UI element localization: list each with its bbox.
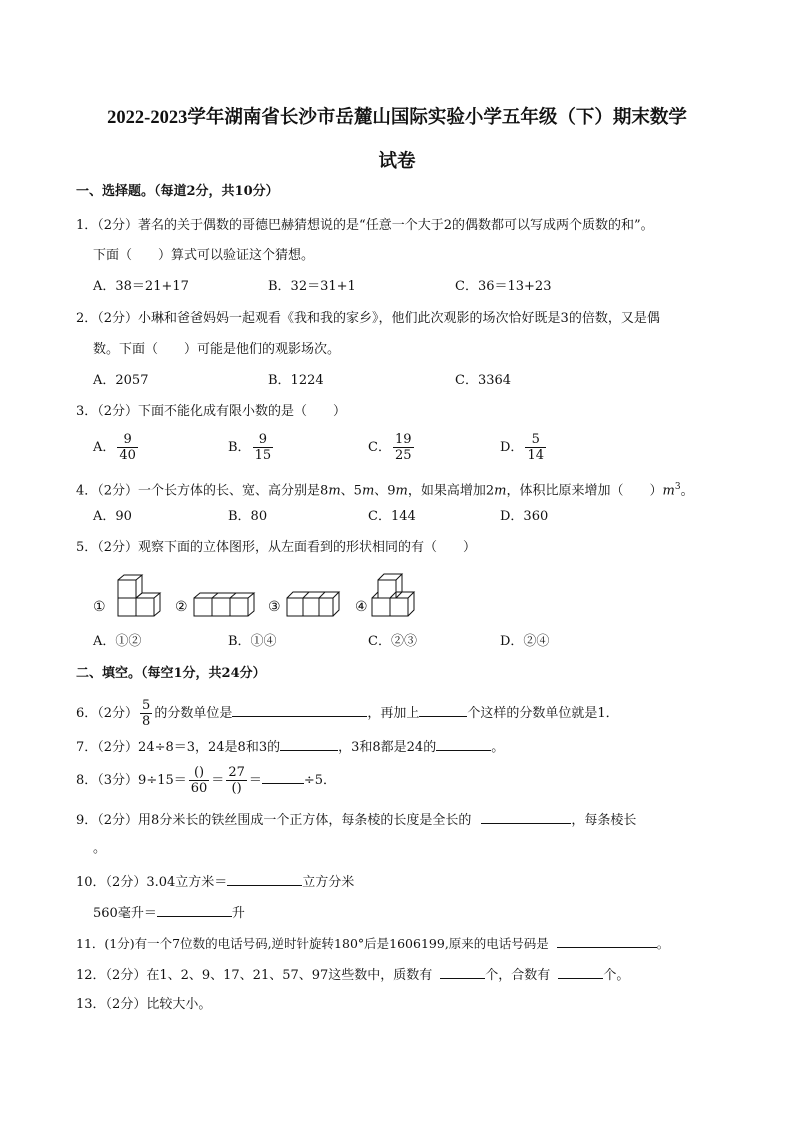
question-11-text	[76, 933, 669, 953]
question-2-text: 2．（2分）小琳和爸爸妈妈一起观看《我和我的家乡》，他们此次观影的场次恰好既是3的倍数，又是偶	[76, 311, 660, 326]
question-5-option-c[interactable]: C．②③	[368, 634, 417, 649]
answer-blank[interactable]	[280, 736, 338, 751]
page-title: 2022-2023学年湖南省长沙市岳麓山国际实验小学五年级（下）期末数学	[107, 108, 687, 128]
question-7-text	[76, 736, 504, 757]
answer-blank[interactable]	[481, 809, 571, 824]
answer-blank[interactable]	[232, 702, 367, 717]
question-2-option-a[interactable]: A．2057	[93, 373, 149, 388]
fraction-denominator: 60	[190, 781, 208, 796]
question-3-option-b[interactable]	[228, 432, 275, 463]
fraction-numerator: 9	[253, 432, 274, 448]
option-label: B．	[228, 440, 251, 455]
question-6-text	[76, 698, 619, 729]
question-13-text: 13．（2分）比较大小。	[76, 997, 212, 1012]
q9-prefix: 9．（2分）用8分米长的铁丝围成一个正方体，每条棱的长度是全长的	[76, 813, 472, 828]
question-4-option-b[interactable]: B．80	[228, 509, 268, 524]
question-9-text	[76, 809, 636, 830]
answer-blank[interactable]	[436, 736, 491, 751]
fraction	[393, 432, 414, 463]
answer-blank[interactable]	[440, 964, 485, 979]
question-4-option-a[interactable]: A．90	[93, 509, 132, 524]
fraction-denominator: 15	[254, 448, 272, 463]
question-3-option-a[interactable]	[93, 432, 140, 463]
fraction-numerator: 27	[228, 765, 245, 780]
answer-blank[interactable]	[557, 933, 657, 948]
q11-prefix: 11．(1分)有一个7位数的电话号码,逆时针旋转180°后是1606199,原来的电话号码是	[76, 936, 549, 951]
question-3-text: 3．（2分）下面不能化成有限小数的是（ ）	[76, 404, 347, 419]
question-10-text-line2	[93, 902, 245, 923]
section-heading-fill: 二、填空。（每空1分，共24分）	[76, 666, 266, 681]
page-title-line2: 试卷	[378, 152, 416, 172]
q8-prefix: 8．（3分）9÷15＝	[76, 773, 187, 788]
question-2-option-c[interactable]: C．3364	[455, 373, 512, 388]
question-3-option-d[interactable]	[500, 432, 548, 463]
fraction-denominator: 14	[527, 448, 544, 463]
question-10-text	[76, 871, 354, 892]
fraction	[525, 432, 546, 463]
question-4-text	[76, 478, 694, 500]
equals-sign: ＝	[211, 773, 225, 788]
fraction-denominator: 25	[394, 448, 412, 463]
fraction-denominator: 40	[119, 448, 136, 463]
cube-figure-2	[192, 586, 264, 618]
q4-end: 。	[680, 483, 694, 499]
q11-end: 。	[656, 936, 670, 951]
answer-blank[interactable]	[419, 702, 467, 717]
figure-3-label: ③	[268, 599, 281, 615]
fraction	[140, 698, 152, 729]
question-12-text	[76, 964, 629, 985]
q6-end: 个这样的分数单位就是1．	[467, 706, 619, 721]
question-5-option-b[interactable]: B．①④	[228, 634, 277, 649]
q7-prefix: 7．（2分）24÷8＝3，24是8和3的	[76, 740, 281, 755]
question-1-text-line2: 下面（ ）算式可以验证这个猜想。	[93, 248, 315, 263]
q10-prefix: 10．（2分）3.04立方米＝	[76, 875, 228, 890]
unit-exponent: 3	[674, 482, 681, 492]
figure-2-label: ②	[175, 599, 188, 615]
option-label: C．	[368, 440, 391, 455]
q12-prefix: 12．（2分）在1、2、9、17、21、57、97这些数中，质数有	[76, 968, 433, 983]
q10-prefix2: 560毫升＝	[93, 906, 157, 921]
answer-blank[interactable]	[227, 871, 302, 886]
figure-1-label: ①	[93, 599, 106, 615]
question-5-option-d[interactable]: D．②④	[500, 634, 550, 649]
unit-m: m	[662, 483, 675, 499]
fraction-numerator: 5	[142, 698, 151, 713]
question-3-option-c[interactable]	[368, 432, 416, 463]
fraction-numerator: 9	[117, 432, 138, 448]
unit-m: m	[361, 483, 375, 499]
q9-mid: ，每条棱长	[571, 813, 637, 828]
answer-blank[interactable]	[262, 769, 304, 784]
q8-end: ÷5．	[303, 773, 337, 788]
q10-unit2: 升	[231, 906, 245, 921]
equals-sign: ＝	[248, 773, 262, 788]
figure-4-label: ④	[355, 599, 368, 615]
q4-sep: 、5	[340, 483, 362, 499]
q12-end: 个。	[603, 968, 630, 983]
answer-blank[interactable]	[558, 964, 603, 979]
unit-m: m	[328, 483, 341, 499]
cube-figure-3	[285, 586, 341, 618]
question-1-text: 1．（2分）著名的关于偶数的哥德巴赫猜想说的是“任意一个大于2的偶数都可以写成两个质数的和”。	[76, 218, 654, 233]
fraction	[117, 432, 138, 463]
question-9-text-line2: 。	[93, 841, 107, 856]
q4-mid: ，如果高增加2	[407, 483, 495, 499]
cube-figure-1	[116, 574, 168, 618]
q10-unit: 立方分米	[302, 875, 355, 890]
question-1-option-b[interactable]: B．32＝31+1	[268, 279, 356, 294]
q6-mid: 的分数单位是	[154, 706, 233, 721]
unit-m: m	[395, 483, 408, 499]
fraction	[189, 765, 210, 796]
q12-mid: 个，合数有	[485, 968, 551, 983]
option-label: A．	[93, 440, 116, 455]
q6-mid2: ，再加上	[367, 706, 420, 721]
unit-m: m	[494, 483, 507, 499]
answer-blank[interactable]	[157, 902, 232, 917]
question-1-option-c[interactable]: C．36＝13+23	[455, 279, 552, 294]
question-1-option-a[interactable]: A．38＝21+17	[93, 279, 189, 294]
q4-sep: 、9	[374, 483, 396, 499]
q6-prefix: 6．（2分）	[76, 706, 139, 721]
fraction-numerator: 19	[394, 432, 412, 447]
fraction-numerator: 5	[525, 432, 546, 448]
q4-suffix: ，体积比原来增加（ ）	[506, 483, 663, 499]
question-8-text	[76, 765, 336, 796]
fraction-denominator: 8	[142, 714, 151, 729]
cube-figure-4	[370, 568, 422, 618]
fraction-numerator: ()	[189, 765, 210, 781]
fraction	[253, 432, 274, 463]
question-4-option-c[interactable]: C．144	[368, 509, 416, 524]
q7-end: 。	[491, 740, 505, 755]
question-5-text: 5．（2分）观察下面的立体图形，从左面看到的形状相同的有（ ）	[76, 540, 477, 555]
fraction	[226, 765, 247, 796]
question-5-option-a[interactable]: A．①②	[93, 634, 142, 649]
q4-prefix: 4．（2分）一个长方体的长、宽、高分别是8	[76, 483, 329, 499]
question-4-option-d[interactable]: D．360	[500, 509, 549, 524]
question-2-option-b[interactable]: B．1224	[268, 373, 324, 388]
section-heading-choice: 一、选择题。（每道2分，共10分）	[76, 184, 279, 199]
option-label: D．	[500, 440, 524, 455]
q7-mid: ，3和8都是24的	[338, 740, 437, 755]
fraction-denominator: ()	[231, 781, 242, 796]
question-2-text-line2: 数。下面（ ）可能是他们的观影场次。	[93, 342, 341, 357]
